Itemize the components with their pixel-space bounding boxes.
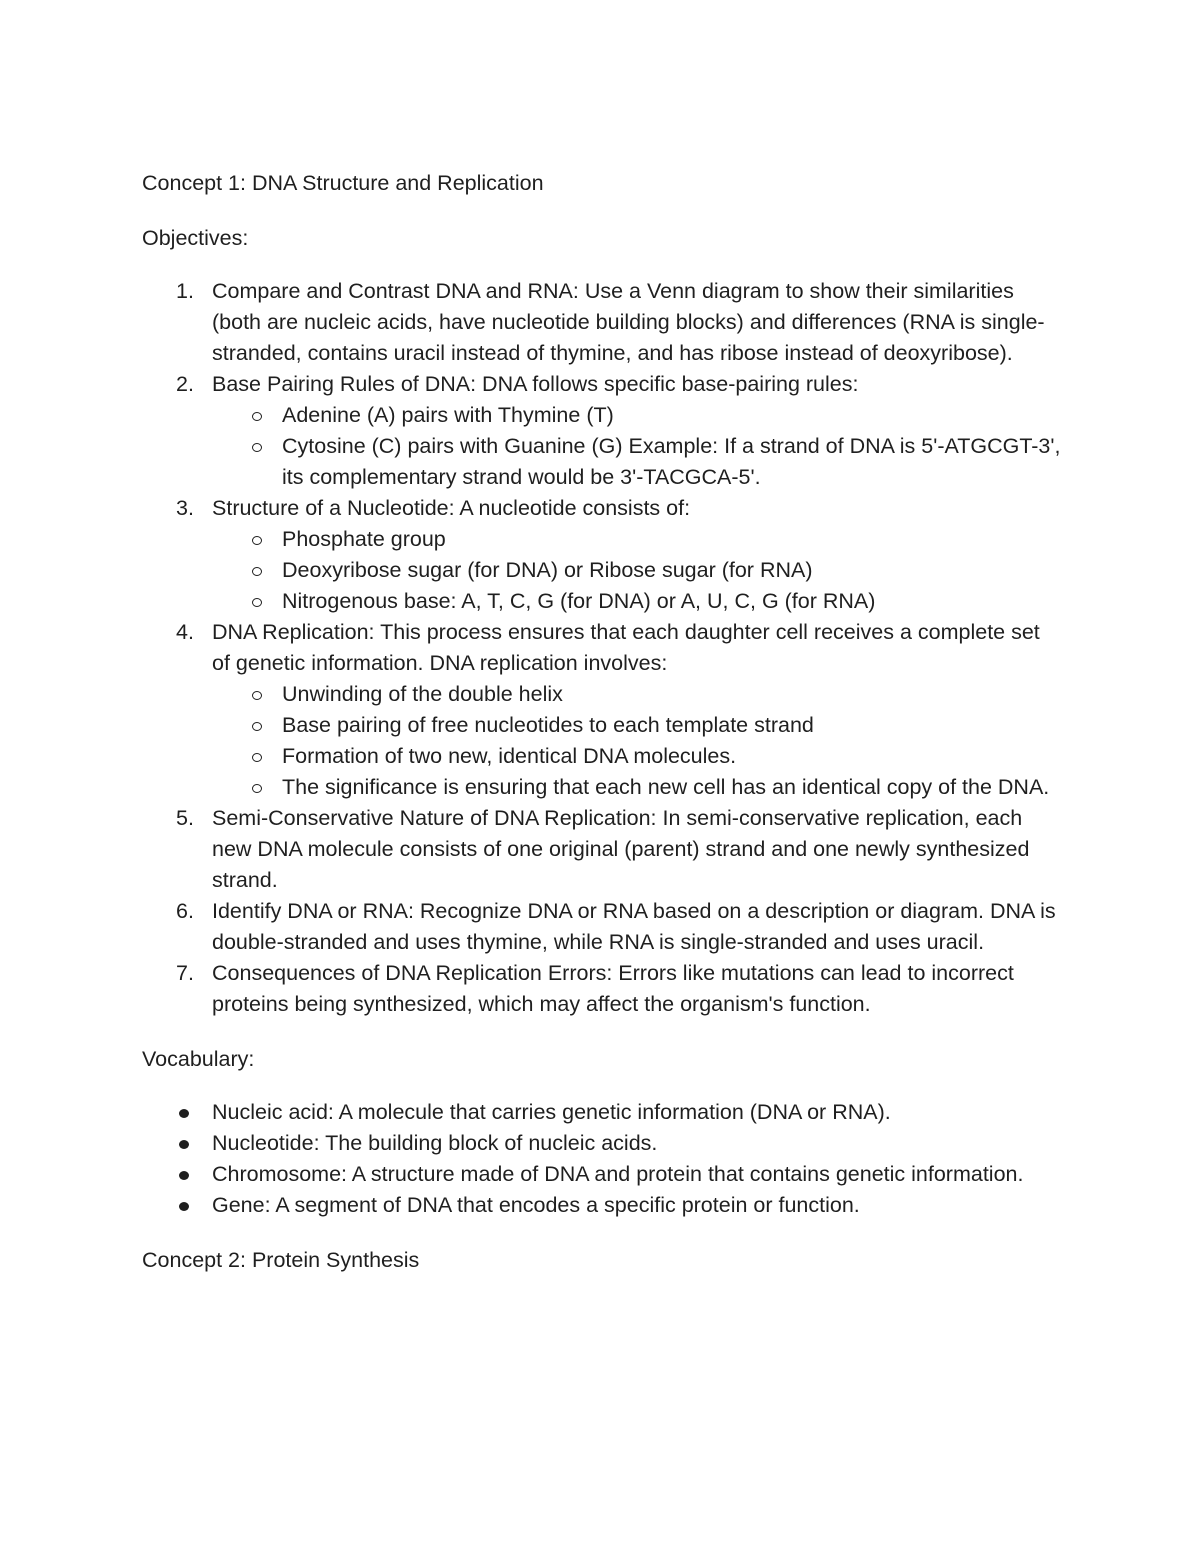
filled-bullet-icon (179, 1140, 189, 1149)
sub-item-text: The significance is ensuring that each new cell has an identical copy of the DNA. (282, 775, 1050, 799)
objective-number: 1. (176, 279, 194, 303)
objective-item (142, 276, 1062, 369)
vocabulary-item (142, 1097, 1062, 1128)
sub-item-text: Adenine (A) pairs with Thymine (T) (282, 403, 614, 427)
hollow-bullet-icon (252, 691, 262, 700)
objective-number: 5. (176, 806, 194, 830)
sub-item (212, 586, 1062, 617)
hollow-bullet-icon (252, 412, 262, 421)
filled-bullet-icon (179, 1109, 189, 1118)
objective-item (142, 369, 1062, 493)
vocabulary-label: Vocabulary: (142, 1047, 255, 1071)
objective-item (142, 896, 1062, 958)
sub-item-text: Phosphate group (282, 527, 446, 551)
objective-number: 4. (176, 620, 194, 644)
objective-item (142, 617, 1062, 803)
sub-item (212, 555, 1062, 586)
objective-text: Structure of a Nucleotide: A nucleotide consists of: (212, 496, 691, 520)
objective-number: 6. (176, 899, 194, 923)
objective-text: Semi-Conservative Nature of DNA Replication: In semi-conservative replication, each new DNA molecule consists of one original (parent) strand and one newly synthesized strand. (212, 806, 1030, 892)
objective-text: DNA Replication: This process ensures that each daughter cell receives a complete set of genetic information. DNA replication involves: (212, 620, 1040, 675)
sub-item-text: Formation of two new, identical DNA molecules. (282, 744, 737, 768)
concept-2-title: Concept 2: Protein Synthesis (142, 1248, 420, 1272)
hollow-bullet-icon (252, 536, 262, 545)
hollow-bullet-icon (252, 567, 262, 576)
document-page (142, 168, 1062, 1276)
objective-text: Compare and Contrast DNA and RNA: Use a Venn diagram to show their similarities (both are nucleic acids, have nucleotide building blocks) and differences (RNA is single-stranded, contains uracil instead of thymine, and has ribose instead of deoxyribose). (212, 279, 1045, 365)
objective-number: 7. (176, 961, 194, 985)
hollow-bullet-icon (252, 784, 262, 793)
sub-item (212, 741, 1062, 772)
objective-text: Identify DNA or RNA: Recognize DNA or RNA based on a description or diagram. DNA is double-stranded and uses thymine, while RNA is single-stranded and uses uracil. (212, 899, 1056, 954)
filled-bullet-icon (179, 1171, 189, 1180)
sub-item-text: Nitrogenous base: A, T, C, G (for DNA) or A, U, C, G (for RNA) (282, 589, 876, 613)
objectives-list (142, 276, 1062, 1020)
vocabulary-text: Nucleic acid: A molecule that carries genetic information (DNA or RNA). (212, 1100, 891, 1124)
hollow-bullet-icon (252, 443, 262, 452)
sub-list (212, 524, 1062, 617)
sub-list (212, 400, 1062, 493)
vocabulary-item (142, 1128, 1062, 1159)
objective-item (142, 958, 1062, 1020)
objectives-label: Objectives: (142, 226, 249, 250)
sub-item-text: Cytosine (C) pairs with Guanine (G) Example: If a strand of DNA is 5'-ATGCGT-3', its complementary strand would be 3'-TACGCA-5'. (282, 434, 1061, 489)
sub-item (212, 710, 1062, 741)
objective-number: 3. (176, 496, 194, 520)
vocabulary-item (142, 1190, 1062, 1221)
sub-item-text: Deoxyribose sugar (for DNA) or Ribose sugar (for RNA) (282, 558, 813, 582)
concept-1-title: Concept 1: DNA Structure and Replication (142, 171, 544, 195)
sub-item-text: Base pairing of free nucleotides to each template strand (282, 713, 814, 737)
vocabulary-text: Gene: A segment of DNA that encodes a specific protein or function. (212, 1193, 860, 1217)
objective-item (142, 803, 1062, 896)
hollow-bullet-icon (252, 722, 262, 731)
sub-item (212, 772, 1062, 803)
objective-text: Consequences of DNA Replication Errors: Errors like mutations can lead to incorrect proteins being synthesized, which may affect the organism's function. (212, 961, 1014, 1016)
sub-item (212, 400, 1062, 431)
objective-number: 2. (176, 372, 194, 396)
objective-text: Base Pairing Rules of DNA: DNA follows specific base-pairing rules: (212, 372, 859, 396)
filled-bullet-icon (179, 1202, 189, 1211)
sub-list (212, 679, 1062, 803)
hollow-bullet-icon (252, 598, 262, 607)
hollow-bullet-icon (252, 753, 262, 762)
sub-item (212, 431, 1062, 493)
sub-item-text: Unwinding of the double helix (282, 682, 563, 706)
vocabulary-text: Chromosome: A structure made of DNA and protein that contains genetic information. (212, 1162, 1024, 1186)
vocabulary-item (142, 1159, 1062, 1190)
vocabulary-text: Nucleotide: The building block of nucleic acids. (212, 1131, 658, 1155)
objective-item (142, 493, 1062, 617)
vocabulary-list (142, 1097, 1062, 1221)
sub-item (212, 679, 1062, 710)
sub-item (212, 524, 1062, 555)
